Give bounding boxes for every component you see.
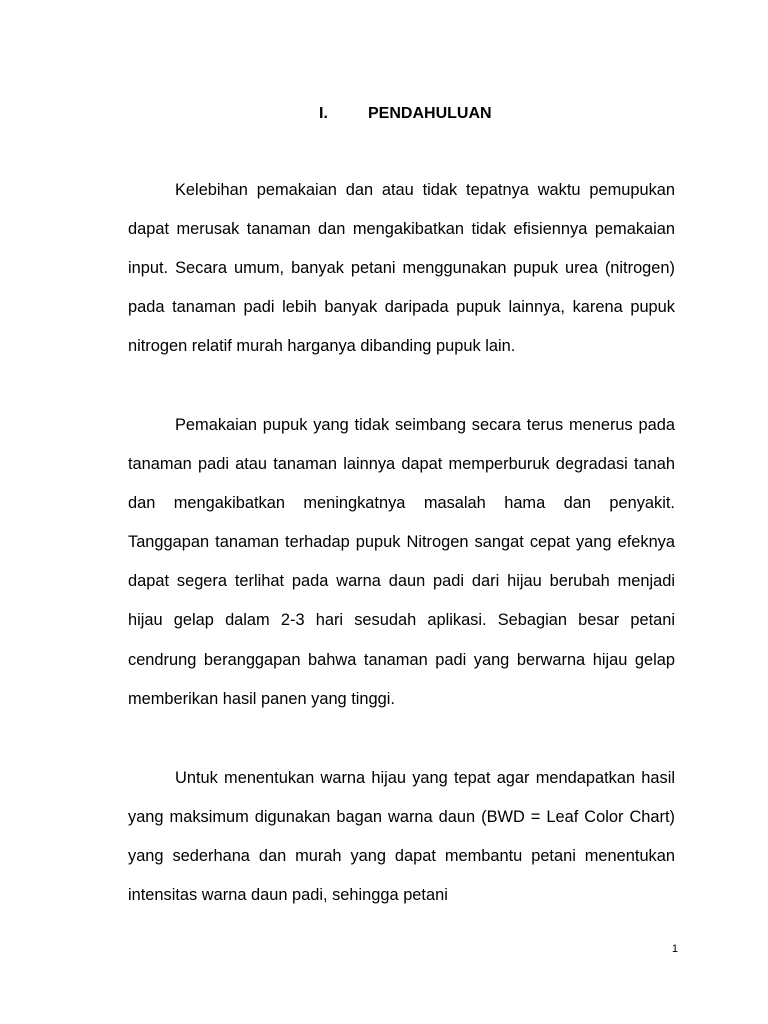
section-heading — [0, 102, 768, 126]
paragraph-text: Kelebihan pemakaian dan atau tidak tepatnya waktu pemupukan dapat merusak tanaman dan mengakibatkan tidak efisiennya pemakaian input. Secara umum, banyak petani menggunakan pupuk urea (nitrogen) pada tanaman padi lebih banyak daripada pupuk lainnya, karena pupuk nitrogen relatif murah harganya dibanding pupuk lain. — [128, 181, 675, 356]
page-number: 1 — [671, 943, 678, 955]
paragraph-text: Pemakaian pupuk yang tidak seimbang secara terus menerus pada tanaman padi atau tanaman lainnya dapat memperburuk degradasi tanah dan mengakibatkan meningkatnya masalah hama dan penyakit. Tanggapan tanaman terhadap pupuk Nitrogen sangat cepat yang efeknya dapat segera terlihat pada warna daun padi dari hijau berubah menjadi hijau gelap dalam 2-3 hari sesudah aplikasi. Sebagian besar petani cendrung beranggapan bahwa tanaman padi yang berwarna hijau gelap memberikan hasil panen yang tinggi. — [128, 416, 675, 708]
section-title: PENDAHULUAN — [368, 105, 492, 122]
paragraph-1 — [128, 171, 675, 366]
paragraph-text: Untuk menentukan warna hijau yang tepat agar mendapatkan hasil yang maksimum digunakan bagan warna daun (BWD = Leaf Color Chart) yang sederhana dan murah yang dapat membantu petani menentukan intensitas warna daun padi, sehingga petani — [128, 769, 675, 905]
paragraph-3 — [128, 759, 675, 915]
paragraph-2 — [128, 406, 675, 719]
section-number: I. — [319, 105, 328, 122]
